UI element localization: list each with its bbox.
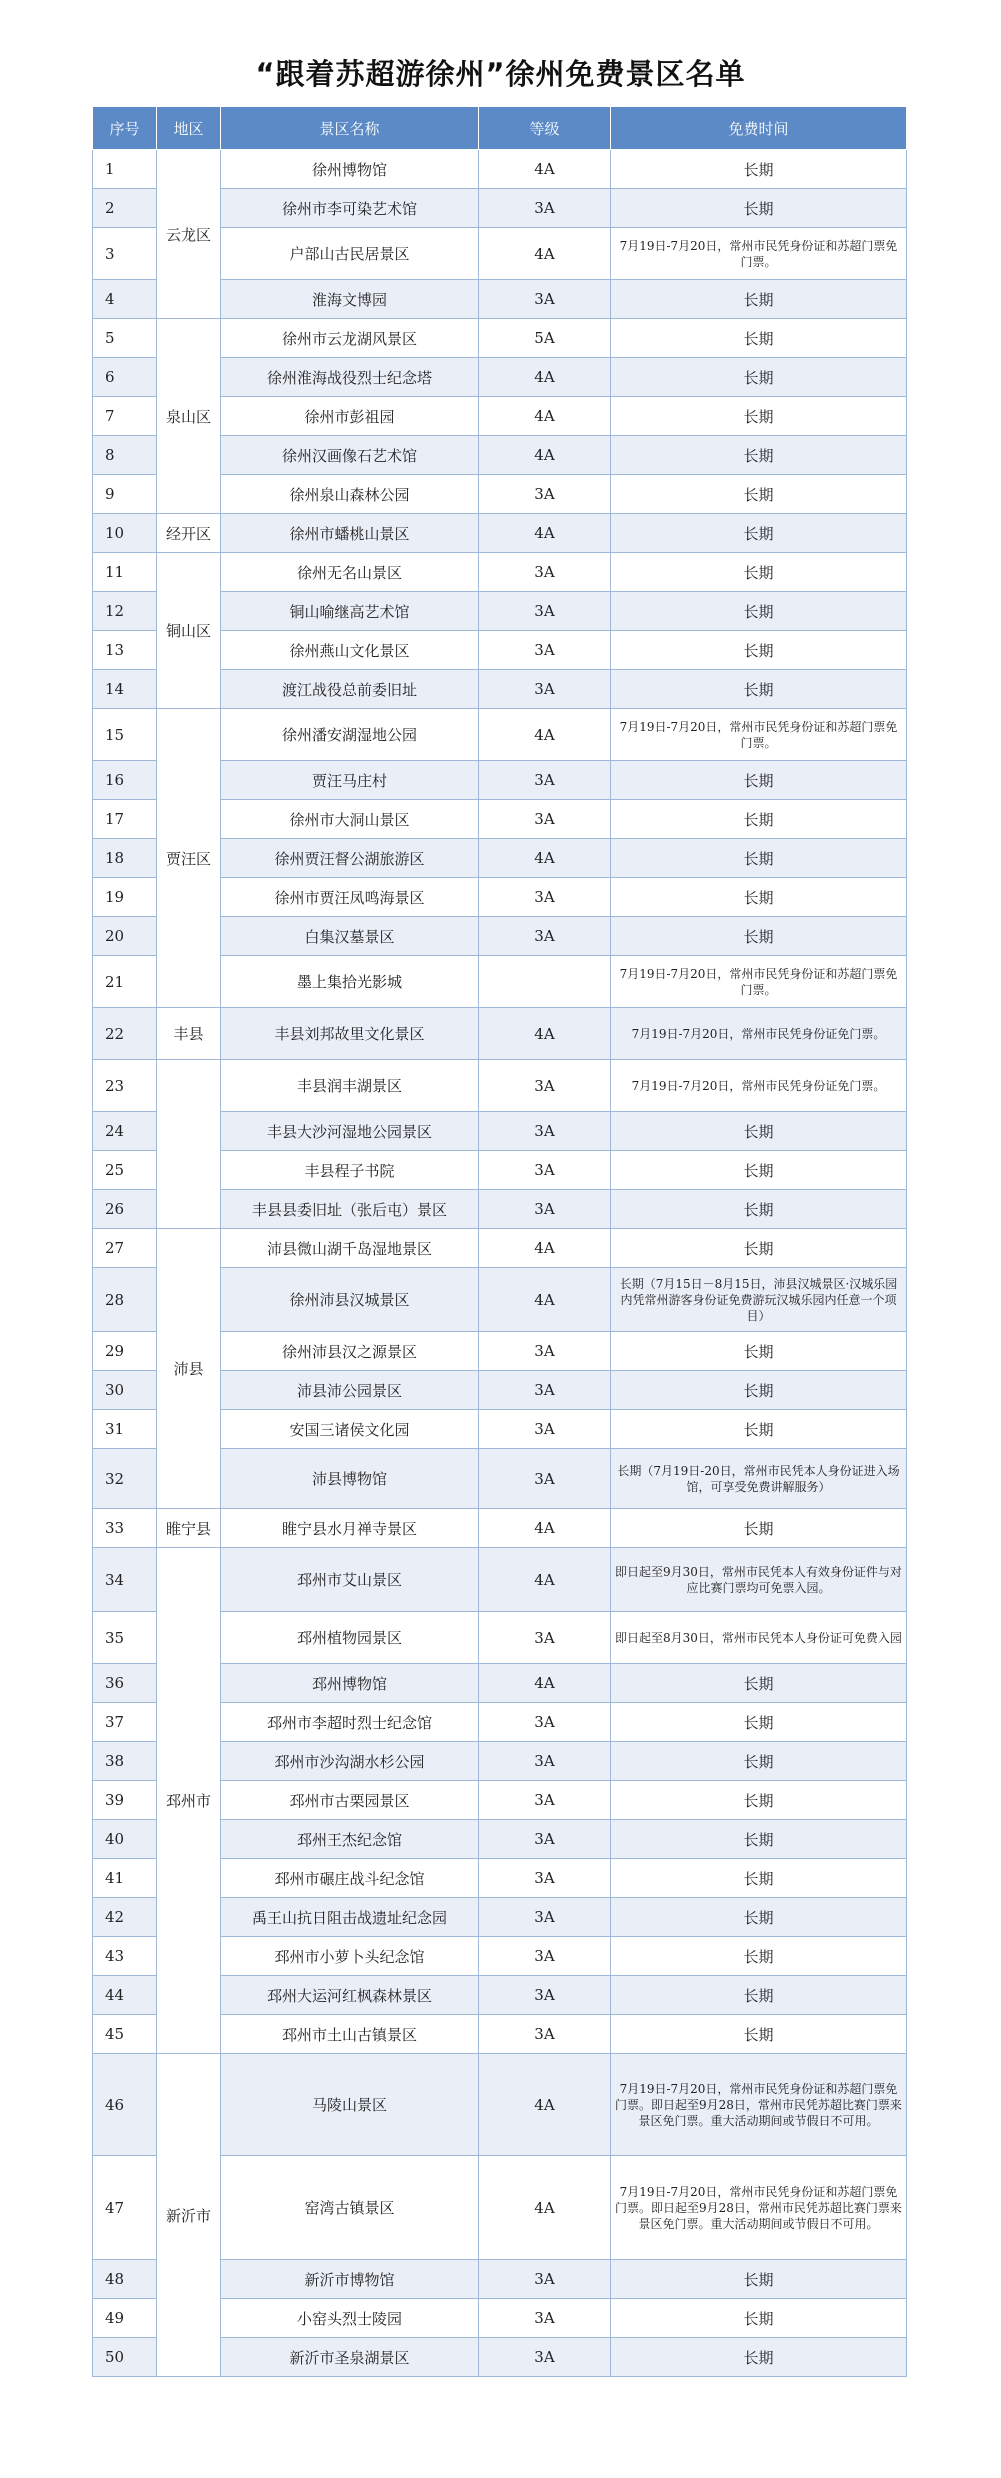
spot-grade: 3A [479, 1151, 611, 1190]
row-number: 24 [93, 1112, 157, 1151]
free-time: 长期 [611, 670, 907, 709]
free-time: 7月19日-7月20日，常州市民凭身份证和苏超门票免门票。 [611, 709, 907, 761]
district-cell: 泉山区 [157, 319, 221, 514]
spot-name: 徐州市彭祖园 [221, 397, 479, 436]
row-number: 23 [93, 1060, 157, 1112]
row-number: 17 [93, 800, 157, 839]
row-number: 40 [93, 1820, 157, 1859]
free-time: 长期 [611, 1976, 907, 2015]
spot-grade: 3A [479, 475, 611, 514]
spot-grade: 3A [479, 280, 611, 319]
row-number: 14 [93, 670, 157, 709]
spot-grade: 3A [479, 1976, 611, 2015]
free-time: 长期 [611, 2338, 907, 2377]
spot-name: 新沂市博物馆 [221, 2260, 479, 2299]
spot-grade: 3A [479, 189, 611, 228]
row-number: 34 [93, 1548, 157, 1612]
row-number: 4 [93, 280, 157, 319]
free-time: 长期 [611, 475, 907, 514]
spot-grade: 3A [479, 1410, 611, 1449]
row-number: 18 [93, 839, 157, 878]
free-time: 长期 [611, 189, 907, 228]
row-number: 35 [93, 1612, 157, 1664]
free-time: 长期 [611, 917, 907, 956]
spot-name: 徐州贾汪督公湖旅游区 [221, 839, 479, 878]
spot-grade: 3A [479, 1703, 611, 1742]
spot-grade: 4A [479, 150, 611, 189]
row-number: 15 [93, 709, 157, 761]
spot-name: 徐州市云龙湖风景区 [221, 319, 479, 358]
free-time: 长期 [611, 150, 907, 189]
spot-name: 徐州市大洞山景区 [221, 800, 479, 839]
spot-name: 丰县润丰湖景区 [221, 1060, 479, 1112]
header-no: 序号 [93, 107, 157, 150]
free-time: 长期 [611, 1112, 907, 1151]
spot-grade: 3A [479, 1112, 611, 1151]
table-row [93, 1008, 907, 1060]
row-number: 37 [93, 1703, 157, 1742]
free-time: 即日起至9月30日，常州市民凭本人有效身份证件与对应比赛门票均可免票入园。 [611, 1548, 907, 1612]
free-time: 长期 [611, 553, 907, 592]
row-number: 6 [93, 358, 157, 397]
table-body [93, 150, 907, 2377]
spot-name: 安国三诸侯文化园 [221, 1410, 479, 1449]
spot-grade: 4A [479, 1548, 611, 1612]
district-cell: 新沂市 [157, 2054, 221, 2377]
spot-grade: 4A [479, 397, 611, 436]
free-time: 长期 [611, 1190, 907, 1229]
spot-name: 渡江战役总前委旧址 [221, 670, 479, 709]
spot-grade: 3A [479, 2299, 611, 2338]
district-cell: 丰县 [157, 1008, 221, 1060]
row-number: 47 [93, 2156, 157, 2260]
spot-grade: 3A [479, 670, 611, 709]
spot-grade: 4A [479, 1229, 611, 1268]
spot-name: 邳州市小萝卜头纪念馆 [221, 1937, 479, 1976]
spot-grade: 4A [479, 436, 611, 475]
spot-name: 徐州汉画像石艺术馆 [221, 436, 479, 475]
spot-name: 丰县刘邦故里文化景区 [221, 1008, 479, 1060]
spot-name: 禹王山抗日阻击战遗址纪念园 [221, 1898, 479, 1937]
spot-grade: 4A [479, 1664, 611, 1703]
free-time: 长期 [611, 800, 907, 839]
spot-name: 徐州无名山景区 [221, 553, 479, 592]
row-number: 25 [93, 1151, 157, 1190]
spot-name: 邳州博物馆 [221, 1664, 479, 1703]
free-time: 长期 [611, 761, 907, 800]
spot-name: 徐州潘安湖湿地公园 [221, 709, 479, 761]
spot-name: 白集汉墓景区 [221, 917, 479, 956]
spot-grade: 4A [479, 709, 611, 761]
spot-grade: 3A [479, 1820, 611, 1859]
row-number: 21 [93, 956, 157, 1008]
spot-grade: 3A [479, 592, 611, 631]
district-cell: 睢宁县 [157, 1509, 221, 1548]
free-time: 长期 [611, 1703, 907, 1742]
row-number: 30 [93, 1371, 157, 1410]
spot-name: 新沂市圣泉湖景区 [221, 2338, 479, 2377]
spot-grade: 5A [479, 319, 611, 358]
spot-grade: 4A [479, 2054, 611, 2156]
row-number: 11 [93, 553, 157, 592]
spot-name: 邳州大运河红枫森林景区 [221, 1976, 479, 2015]
row-number: 39 [93, 1781, 157, 1820]
spot-name: 沛县沛公园景区 [221, 1371, 479, 1410]
free-time: 长期 [611, 2299, 907, 2338]
spot-name: 徐州沛县汉之源景区 [221, 1332, 479, 1371]
table-row [93, 1509, 907, 1548]
row-number: 44 [93, 1976, 157, 2015]
spot-name: 邳州市李超时烈士纪念馆 [221, 1703, 479, 1742]
district-cell: 沛县 [157, 1229, 221, 1509]
spot-grade [479, 956, 611, 1008]
spot-name: 窑湾古镇景区 [221, 2156, 479, 2260]
spot-grade: 3A [479, 878, 611, 917]
spot-grade: 4A [479, 1008, 611, 1060]
spot-grade: 4A [479, 228, 611, 280]
free-time: 长期 [611, 280, 907, 319]
table-row [93, 150, 907, 189]
row-number: 29 [93, 1332, 157, 1371]
spot-grade: 4A [479, 1509, 611, 1548]
spot-grade: 4A [479, 514, 611, 553]
spot-name: 邳州市艾山景区 [221, 1548, 479, 1612]
spot-name: 淮海文博园 [221, 280, 479, 319]
spot-name: 邳州王杰纪念馆 [221, 1820, 479, 1859]
free-time: 长期 [611, 2260, 907, 2299]
spot-grade: 3A [479, 1937, 611, 1976]
row-number: 42 [93, 1898, 157, 1937]
spot-name: 沛县微山湖千岛湿地景区 [221, 1229, 479, 1268]
spot-name: 邳州市碾庄战斗纪念馆 [221, 1859, 479, 1898]
free-time: 7月19日-7月20日，常州市民凭身份证免门票。 [611, 1008, 907, 1060]
free-time: 长期（7月15日－8月15日，沛县汉城景区·汉城乐园内凭常州游客身份证免费游玩汉城乐园内任意一个项目） [611, 1268, 907, 1332]
spot-grade: 3A [479, 761, 611, 800]
free-time: 长期 [611, 1509, 907, 1548]
row-number: 41 [93, 1859, 157, 1898]
spot-grade: 3A [479, 553, 611, 592]
page-title: “跟着苏超游徐州”徐州免费景区名单 [255, 57, 746, 91]
spot-grade: 3A [479, 917, 611, 956]
free-time: 7月19日-7月20日，常州市民凭身份证和苏超门票免门票。 [611, 956, 907, 1008]
table-row [93, 1060, 907, 1112]
spot-name: 户部山古民居景区 [221, 228, 479, 280]
row-number: 20 [93, 917, 157, 956]
table-row [93, 553, 907, 592]
spot-name: 铜山喻继高艺术馆 [221, 592, 479, 631]
district-cell: 云龙区 [157, 150, 221, 319]
spot-grade: 3A [479, 1898, 611, 1937]
row-number: 32 [93, 1449, 157, 1509]
free-time: 长期 [611, 2015, 907, 2054]
spot-name: 墨上集拾光影城 [221, 956, 479, 1008]
row-number: 27 [93, 1229, 157, 1268]
row-number: 22 [93, 1008, 157, 1060]
free-time: 长期 [611, 1410, 907, 1449]
spot-name: 徐州燕山文化景区 [221, 631, 479, 670]
table-row [93, 1229, 907, 1268]
free-time: 长期（7月19日-20日，常州市民凭本人身份证进入场馆，可享受免费讲解服务） [611, 1449, 907, 1509]
free-time: 长期 [611, 436, 907, 475]
free-time: 长期 [611, 1898, 907, 1937]
district-cell: 贾汪区 [157, 709, 221, 1008]
header-district: 地区 [157, 107, 221, 150]
row-number: 8 [93, 436, 157, 475]
table-row [93, 2054, 907, 2156]
free-time: 7月19日-7月20日，常州市民凭身份证免门票。 [611, 1060, 907, 1112]
free-time: 长期 [611, 1859, 907, 1898]
row-number: 45 [93, 2015, 157, 2054]
table-header-row [93, 107, 907, 150]
scenic-spot-table [92, 106, 907, 2377]
free-time: 长期 [611, 397, 907, 436]
free-time: 即日起至8月30日，常州市民凭本人身份证可免费入园 [611, 1612, 907, 1664]
spot-grade: 4A [479, 358, 611, 397]
spot-grade: 3A [479, 1449, 611, 1509]
free-time: 长期 [611, 1371, 907, 1410]
spot-name: 丰县县委旧址（张后屯）景区 [221, 1190, 479, 1229]
header-grade: 等级 [479, 107, 611, 150]
spot-grade: 3A [479, 1612, 611, 1664]
spot-grade: 3A [479, 2015, 611, 2054]
spot-grade: 3A [479, 1190, 611, 1229]
spot-name: 邳州市土山古镇景区 [221, 2015, 479, 2054]
row-number: 19 [93, 878, 157, 917]
row-number: 43 [93, 1937, 157, 1976]
row-number: 48 [93, 2260, 157, 2299]
table-row [93, 514, 907, 553]
district-cell: 经开区 [157, 514, 221, 553]
free-time: 长期 [611, 514, 907, 553]
spot-grade: 3A [479, 1859, 611, 1898]
free-time: 长期 [611, 839, 907, 878]
spot-name: 徐州泉山森林公园 [221, 475, 479, 514]
row-number: 16 [93, 761, 157, 800]
free-time: 长期 [611, 1781, 907, 1820]
spot-name: 睢宁县水月禅寺景区 [221, 1509, 479, 1548]
spot-grade: 4A [479, 839, 611, 878]
district-cell: 邳州市 [157, 1548, 221, 2054]
row-number: 5 [93, 319, 157, 358]
spot-grade: 3A [479, 1332, 611, 1371]
free-time: 长期 [611, 592, 907, 631]
row-number: 28 [93, 1268, 157, 1332]
row-number: 12 [93, 592, 157, 631]
spot-name: 马陵山景区 [221, 2054, 479, 2156]
row-number: 10 [93, 514, 157, 553]
row-number: 33 [93, 1509, 157, 1548]
header-spot: 景区名称 [221, 107, 479, 150]
district-cell [157, 1060, 221, 1229]
spot-name: 徐州市贾汪凤鸣海景区 [221, 878, 479, 917]
spot-grade: 3A [479, 1781, 611, 1820]
free-time: 长期 [611, 1820, 907, 1859]
free-time: 长期 [611, 878, 907, 917]
spot-name: 沛县博物馆 [221, 1449, 479, 1509]
row-number: 7 [93, 397, 157, 436]
free-time: 7月19日-7月20日，常州市民凭身份证和苏超门票免门票。即日起至9月28日，常州市民凭苏超比赛门票来景区免门票。重大活动期间或节假日不可用。 [611, 2054, 907, 2156]
spot-grade: 3A [479, 1060, 611, 1112]
spot-name: 丰县大沙河湿地公园景区 [221, 1112, 479, 1151]
spot-name: 邳州市沙沟湖水杉公园 [221, 1742, 479, 1781]
row-number: 9 [93, 475, 157, 514]
free-time: 长期 [611, 1332, 907, 1371]
row-number: 3 [93, 228, 157, 280]
spot-grade: 3A [479, 1371, 611, 1410]
spot-name: 徐州沛县汉城景区 [221, 1268, 479, 1332]
spot-name: 小窑头烈士陵园 [221, 2299, 479, 2338]
spot-name: 徐州市李可染艺术馆 [221, 189, 479, 228]
free-time: 长期 [611, 358, 907, 397]
spot-name: 徐州市蟠桃山景区 [221, 514, 479, 553]
spot-name: 徐州淮海战役烈士纪念塔 [221, 358, 479, 397]
spot-name: 徐州博物馆 [221, 150, 479, 189]
row-number: 13 [93, 631, 157, 670]
free-time: 7月19日-7月20日，常州市民凭身份证和苏超门票免门票。即日起至9月28日，常州市民凭苏超比赛门票来景区免门票。重大活动期间或节假日不可用。 [611, 2156, 907, 2260]
free-time: 长期 [611, 1664, 907, 1703]
table-row [93, 709, 907, 761]
free-time: 长期 [611, 319, 907, 358]
table-row [93, 1548, 907, 1612]
spot-name: 贾汪马庄村 [221, 761, 479, 800]
row-number: 26 [93, 1190, 157, 1229]
row-number: 36 [93, 1664, 157, 1703]
header-time: 免费时间 [611, 107, 907, 150]
row-number: 31 [93, 1410, 157, 1449]
free-time: 长期 [611, 631, 907, 670]
row-number: 2 [93, 189, 157, 228]
row-number: 46 [93, 2054, 157, 2156]
free-time: 长期 [611, 1742, 907, 1781]
spot-name: 邳州市古栗园景区 [221, 1781, 479, 1820]
spot-grade: 3A [479, 631, 611, 670]
row-number: 1 [93, 150, 157, 189]
free-time: 长期 [611, 1229, 907, 1268]
district-cell: 铜山区 [157, 553, 221, 709]
spot-name: 丰县程子书院 [221, 1151, 479, 1190]
row-number: 49 [93, 2299, 157, 2338]
spot-grade: 4A [479, 1268, 611, 1332]
spot-grade: 3A [479, 2338, 611, 2377]
table-row [93, 319, 907, 358]
spot-grade: 3A [479, 2260, 611, 2299]
free-time: 长期 [611, 1151, 907, 1190]
free-time: 7月19日-7月20日，常州市民凭身份证和苏超门票免门票。 [611, 228, 907, 280]
spot-grade: 3A [479, 1742, 611, 1781]
row-number: 50 [93, 2338, 157, 2377]
spot-grade: 3A [479, 800, 611, 839]
row-number: 38 [93, 1742, 157, 1781]
spot-name: 邳州植物园景区 [221, 1612, 479, 1664]
spot-grade: 4A [479, 2156, 611, 2260]
free-time: 长期 [611, 1937, 907, 1976]
